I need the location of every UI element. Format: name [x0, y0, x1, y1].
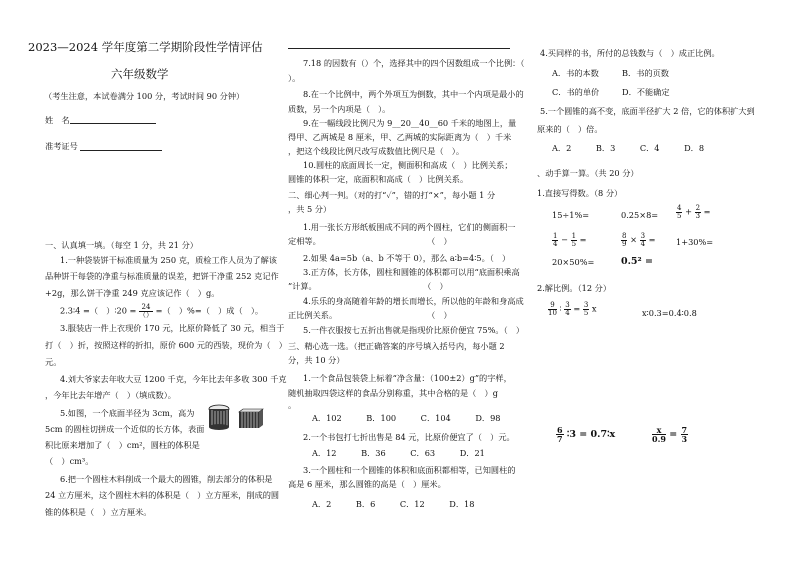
c2-line: 2.一个书包打七折出售是 84 元，比原价便宜了（ ）元。 — [303, 432, 515, 442]
c3-line2: 高是 6 厘米，那么圆锥的高是（ ）厘米。 — [288, 479, 446, 489]
id-label: 准考证号 — [45, 141, 78, 151]
q7-line2: ）。 — [288, 73, 301, 83]
c1-line1: 1.一个食品包装袋上标着“净含量：（100±2）g”的字样， — [303, 373, 512, 383]
id-field[interactable] — [80, 150, 162, 151]
q3-line2: 打（ ）折，按照这样的折扣，原价 600 元的西装，现价为（ ） — [45, 340, 287, 350]
ratio-heading: 2.解比例。（12 分） — [537, 283, 612, 293]
calc-item-4: $\frac{1}{4}$ − $\frac{1}{5}$ = — [553, 232, 587, 248]
q5-line2: 5cm 的圆柱切拼成一个近似的长方体，表面 — [45, 424, 205, 434]
j4-line1: 4.乐乐的身高随着年龄的增长而增长，所以他的年龄和身高成 — [303, 296, 524, 306]
calc-item-8: 0.5² = — [621, 256, 653, 267]
q7-line1: 7.18 的因数有（）个，选择其中的四个因数组成一个比例：（ — [303, 58, 525, 68]
c3-line1: 3.一个圆柱和一个圆锥的体积和底面积都相等，已知圆柱的 — [303, 465, 516, 475]
q3-line3: 元。 — [45, 357, 62, 367]
ratio-item-4: $\frac{x}{0.9}$ = $\frac{7}{3}$ — [652, 425, 688, 444]
section1-heading: 一、认真填一填。（每空 1 分，共 21 分） — [45, 240, 198, 250]
q1-line1: 1.一种袋装饼干标准质量为 250 克，质检工作人员为了解该 — [60, 255, 277, 265]
section3-heading-1: 三、精心选一选。（把正确答案的序号填入括号内，每小题 2 — [288, 341, 505, 351]
ratio-item-3: $\frac{6}{7}$ ∶3 = 0.7∶x — [557, 425, 616, 444]
q8-line1: 8.在一个比例中，两个外项互为倒数，其中一个内项是最小的 — [303, 89, 524, 99]
q2-part2: =（ ）%=（ ）成（ ）。 — [155, 305, 264, 316]
c4-line: 4.买同样的书，所付的总钱数与（ ）成正比例。 — [540, 48, 720, 58]
calc-item-3: $\frac{4}{5}$ + $\frac{2}{3}$ = — [677, 204, 711, 220]
c1-line2: 随机抽取四袋这样的食品分别称重，其中合格的是（ ）g — [288, 388, 498, 398]
calc-item-6: 1+30%= — [676, 237, 714, 247]
calc-heading: 1.直接写得数。（8 分） — [537, 188, 623, 198]
calc-item-1: 15÷1%= — [552, 210, 590, 220]
calc-item-5: $\frac{8}{9}$ × $\frac{3}{4}$ = — [622, 232, 656, 248]
q1-line3: +2g，那么饼干净重 249 克应该记作（ ）g。 — [45, 288, 220, 298]
section2-heading-1: 二、细心判一判。（对的打“✓”，错的打“×”，每小题 1 分 — [288, 190, 496, 200]
q6-line1: 6.把一个圆柱木料削成一个最大的圆锥，削去部分的体积是 — [60, 474, 273, 484]
section3-heading-2: 分，共 10 分） — [288, 355, 345, 365]
q8-line2: 质数，另一个内项是（ ）。 — [288, 104, 391, 114]
c4-option-a: A．书的本数 — [552, 68, 599, 78]
q10-line2: 圆锥的体积一定，底面积和高成（ ）比例关系。 — [288, 174, 469, 184]
calc-item-7: 20×50%= — [552, 257, 595, 267]
q2-fraction: $\frac{24}{()}$ — [139, 303, 154, 319]
c3-options: A．2 B．6 C．12 D．18 — [312, 499, 475, 509]
ratio-item-1: $\frac{9}{10}$ ∶ $\frac{3}{4}$ = $\frac{3}{5}$ x — [548, 301, 597, 317]
q9-line2: 得甲、乙两城是 8 厘米，甲、乙两城的实际距离为（ ）千米 — [288, 132, 512, 142]
calc-item-2: 0.25×8= — [621, 210, 659, 220]
exam-note: （考生注意，本试卷满分 100 分，考试时间 90 分钟） — [44, 91, 245, 101]
q2-line — [60, 304, 263, 319]
q9-line1: 9.在一幅线段比例尺为 9__20__40__60 千米的地图上，量 — [303, 118, 517, 128]
exam-subtitle: 六年级数学 — [111, 67, 169, 81]
j1-line1: 1.用一张长方形纸板围成不同的两个圆柱，它们的侧面积一 — [303, 222, 516, 232]
section2-heading-2: ，共 5 分） — [288, 204, 332, 214]
q6-line3: 锥的体积是（ ）立方厘米。 — [45, 507, 152, 517]
q2-part1: 2.3∶4 =（ ）∶20 = — [60, 305, 137, 316]
name-label: 姓 名 — [45, 115, 70, 125]
c5-line2: 原来的（ ）倍。 — [537, 124, 603, 134]
q4-line2: ，今年比去年增产（ ）（填成数）。 — [45, 390, 176, 400]
q3-line1: 3.服装店一件上衣现价 170 元，比原价降低了 30 元，相当于 — [60, 323, 285, 333]
j3-line1: 3.正方体，长方体，圆柱和圆锥的体积都可以用“底面积乘高 — [303, 267, 520, 277]
c2-options: A．12 B．36 C．63 D．21 — [312, 448, 485, 458]
q1-line2: 品种饼干每袋的净重与标准质量的误差，把饼干净重 252 克记作 — [45, 271, 279, 281]
cylinder-figure — [205, 404, 265, 432]
q5-line1: 5.如图，一个底面半径为 3cm，高为 — [60, 408, 195, 418]
section4-heading: 、动手算一算。（共 20 分） — [537, 168, 639, 178]
q4-line1: 4.刘大爷家去年收大豆 1200 千克，今年比去年多收 300 千克 — [60, 374, 287, 384]
ratio-item-2: x∶0.3=0.4∶0.8 — [642, 308, 697, 318]
header-rule — [288, 48, 510, 49]
q6-line2: 24 立方厘米，这个圆柱木料的体积是（ ）立方厘米，削成的圆 — [45, 490, 280, 500]
q10-line1: 10.圆柱的底面周长一定，侧面积和高成（ ）比例关系； — [303, 160, 513, 170]
j1-line2: 定相等。 （ ） — [288, 236, 452, 246]
q9-line3: ，把这个线段比例尺改写成数值比例尺是（ ）。 — [288, 146, 465, 156]
q5-line3: 积比原来增加了（ ）cm²，圆柱的体积是 — [45, 440, 200, 450]
c5-line1: 5.一个圆锥的高不变，底面半径扩大 2 倍，它的体积扩大到 — [540, 106, 755, 116]
q5-line4: （ ）cm³。 — [45, 456, 94, 466]
c4-option-c: C．书的单价 — [552, 87, 600, 97]
c1-line3: 。 — [288, 400, 297, 410]
j3-line2: ”计算。 （ ） — [288, 281, 448, 291]
c5-options: A．2 B．3 C．4 D．8 — [552, 143, 705, 153]
j5-line: 5.一件衣服按七五折出售就是指现价比原价便宜 75%。（ ） — [303, 325, 525, 335]
name-field[interactable] — [70, 123, 156, 124]
c1-options: A．102 B．100 C．104 D．98 — [312, 413, 501, 423]
c4-option-b: B．书的页数 — [622, 68, 669, 78]
j2-line: 2.如果 4a=5b（a、b 不等于 0），那么 a∶b=4∶5。（ ） — [303, 253, 511, 263]
j4-line2: 正比例关系。 （ ） — [288, 310, 452, 320]
exam-title: 2023—2024 学年度第二学期阶段性学情评估 — [28, 40, 263, 54]
c4-option-d: D．不能确定 — [622, 87, 670, 97]
